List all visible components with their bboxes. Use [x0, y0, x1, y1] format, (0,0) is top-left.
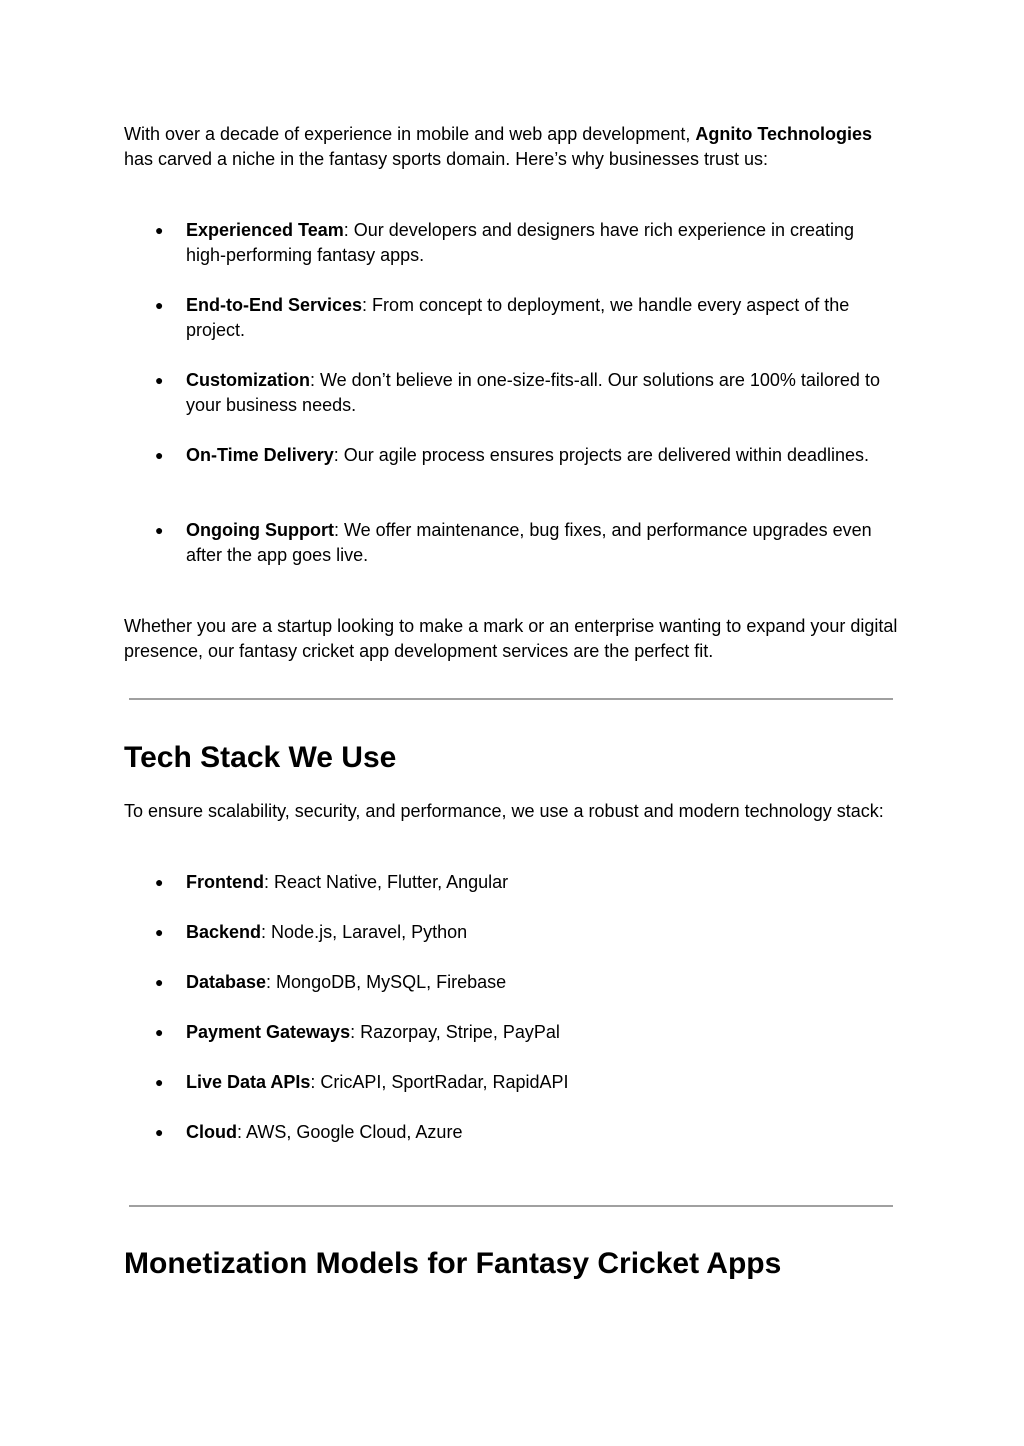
bullet-icon: ● — [155, 222, 164, 238]
item-title: Payment Gateways — [186, 1022, 351, 1042]
item-title: Ongoing Support — [186, 520, 334, 540]
item-text: : CricAPI, SportRadar, RapidAPI — [310, 1072, 569, 1092]
list-item — [155, 970, 898, 995]
item-text: : Our agile process ensures projects are delivered within deadlines. — [333, 445, 870, 465]
horizontal-divider — [129, 698, 893, 700]
list-item — [155, 1020, 898, 1045]
bullet-icon: ● — [155, 874, 164, 890]
item-text: : Our developers and designers have rich experience in creating high-performing fantasy apps. — [186, 220, 855, 265]
item-title: Customization — [186, 370, 310, 390]
company-name: Agnito Technologies — [695, 124, 873, 144]
bullet-icon: ● — [155, 974, 164, 990]
list-item — [155, 1070, 898, 1095]
item-title: On-Time Delivery — [186, 445, 334, 465]
intro-prefix: With over a decade of experience in mobile and web app development, — [124, 124, 696, 144]
intro-suffix: has carved a niche in the fantasy sports domain. Here’s why businesses trust us: — [124, 149, 768, 169]
bullet-icon: ● — [155, 297, 164, 313]
horizontal-divider — [129, 1205, 893, 1207]
tech-stack-intro: To ensure scalability, security, and performance, we use a robust and modern technology stack: — [124, 801, 884, 821]
item-title: Live Data APIs — [186, 1072, 311, 1092]
list-item — [155, 368, 898, 418]
bullet-icon: ● — [155, 372, 164, 388]
item-text: : We don’t believe in one-size-fits-all. Our solutions are 100% tailored to your business needs. — [186, 370, 880, 415]
intro-paragraph — [124, 122, 900, 172]
list-item — [155, 293, 898, 343]
list-item — [155, 920, 898, 945]
list-item — [155, 870, 898, 895]
item-title: Database — [186, 972, 267, 992]
item-title: Frontend — [186, 872, 264, 892]
item-title: Cloud — [186, 1122, 237, 1142]
item-text: : MongoDB, MySQL, Firebase — [266, 972, 507, 992]
section-heading-monetization: Monetization Models for Fantasy Cricket Apps — [124, 1247, 782, 1280]
item-title: Backend — [186, 922, 262, 942]
bullet-icon: ● — [155, 924, 164, 940]
list-item — [155, 1120, 898, 1145]
list-item — [155, 218, 898, 268]
item-text: : Razorpay, Stripe, PayPal — [350, 1022, 560, 1042]
section-heading-tech-stack: Tech Stack We Use — [124, 741, 397, 774]
item-text: : AWS, Google Cloud, Azure — [237, 1122, 463, 1142]
item-title: Experienced Team — [186, 220, 344, 240]
bullet-icon: ● — [155, 522, 164, 538]
item-text: : From concept to deployment, we handle every aspect of the project. — [186, 295, 850, 340]
item-text: : Node.js, Laravel, Python — [261, 922, 468, 942]
list-item — [155, 518, 898, 568]
bullet-icon: ● — [155, 1024, 164, 1040]
item-title: End-to-End Services — [186, 295, 363, 315]
closing-paragraph: Whether you are a startup looking to make a mark or an enterprise wanting to expand your digital presence, our fantasy cricket app development services are the perfect fit. — [124, 616, 898, 661]
bullet-icon: ● — [155, 1074, 164, 1090]
list-item — [155, 443, 898, 468]
bullet-icon: ● — [155, 447, 164, 463]
item-text: : We offer maintenance, bug fixes, and performance upgrades even after the app goes live. — [186, 520, 872, 565]
item-text: : React Native, Flutter, Angular — [264, 872, 509, 892]
bullet-icon: ● — [155, 1124, 164, 1140]
